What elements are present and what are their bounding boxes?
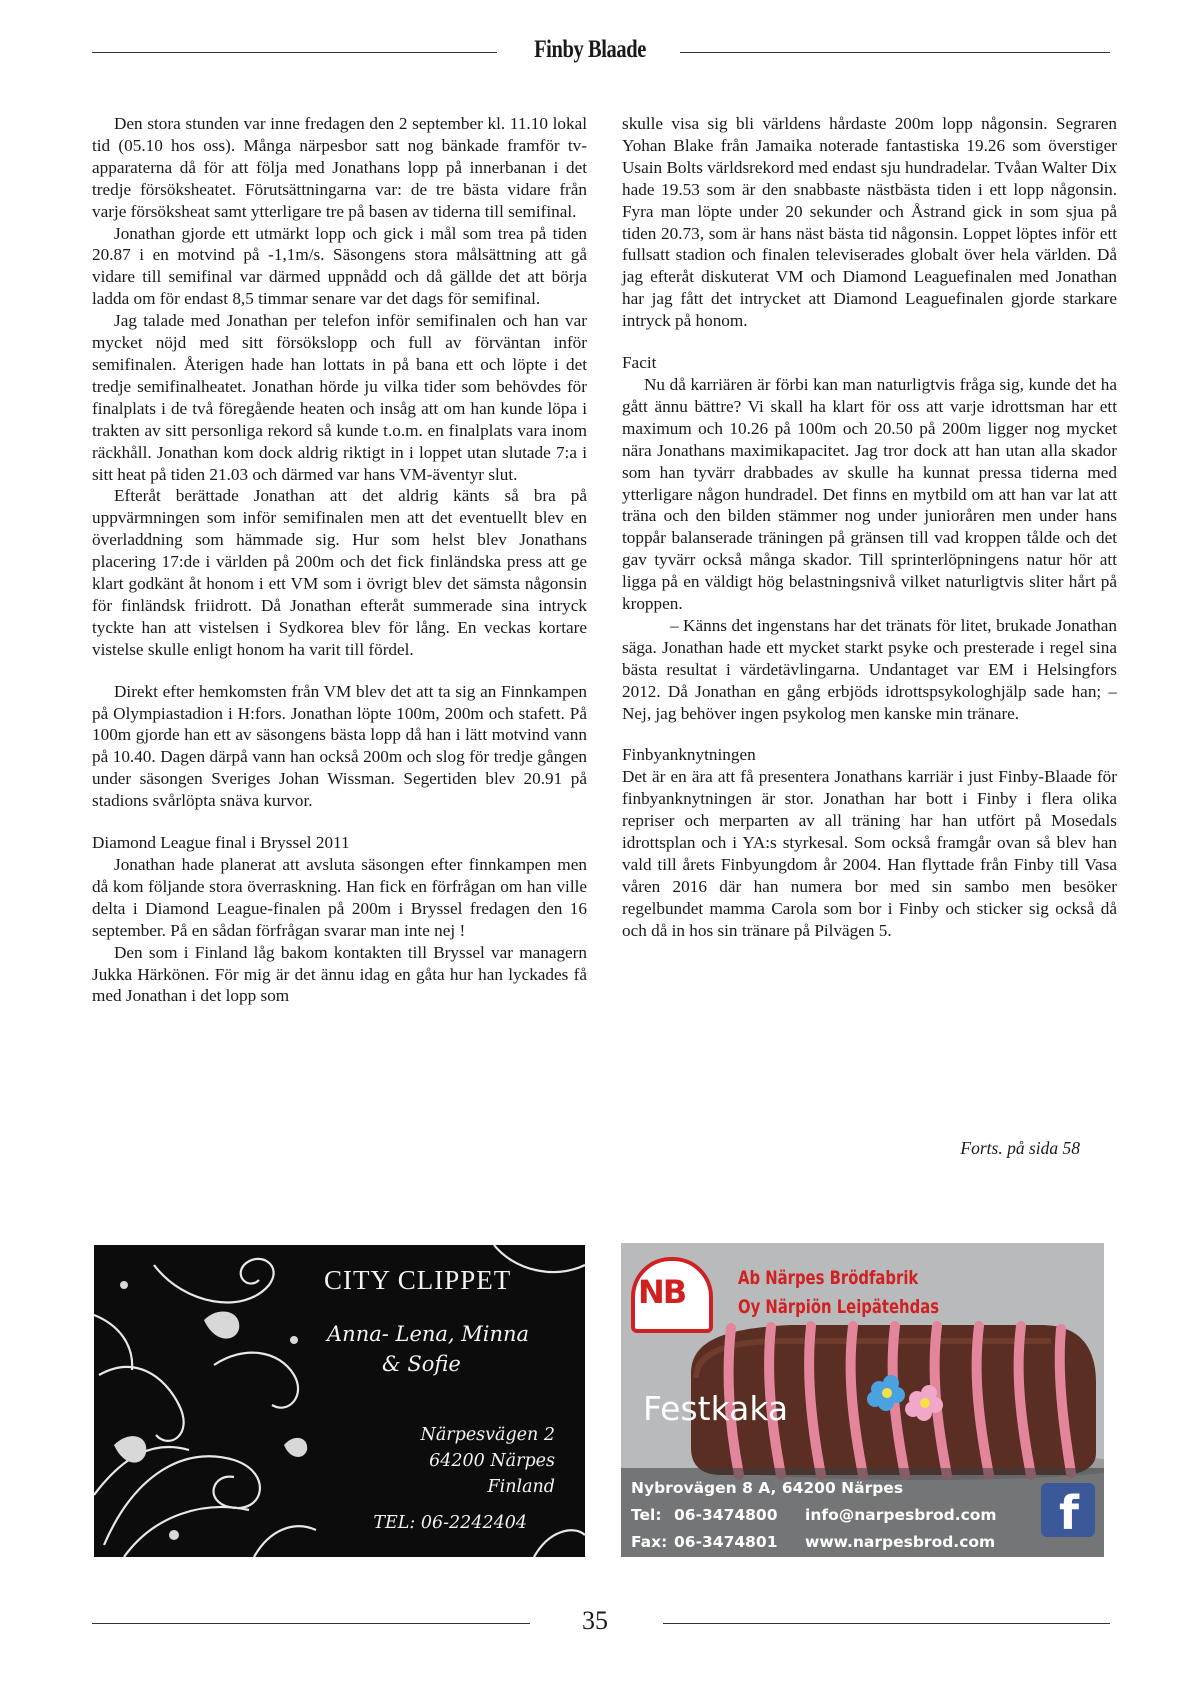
nb-website: www.narpesbrod.com (805, 1533, 996, 1551)
section-heading: Facit (622, 353, 657, 373)
article-paragraph: Den stora stunden var inne fredagen den 2 september kl. 11.10 lokal tid (05.10 hos oss). Många närpesbor satt nog bänkade framför tv-apparaterna då för att följa med Jonathans lopp på innerbanan i det tredje försöksheatet. Förutsättningarna var: de tre bästa vidare från varje försöksheat samt ytterligare tre på basen av tiderna till semifinal. (92, 114, 587, 221)
article-paragraph: Den som i Finland låg bakom kontakten till Bryssel var managern Jukka Härkönen. För mig är det ännu idag en gåta hur han lyckades få med Jonathan i det lopp som (92, 942, 587, 1006)
ad-city-title: CITY CLIPPET (324, 1265, 512, 1295)
ad-city-address-line2: 64200 Närpes (429, 1451, 555, 1471)
facebook-icon: f (1041, 1483, 1095, 1537)
section-heading: Finbyanknytningen (622, 745, 756, 765)
ad-city-names-line1: Anna- Lena, Minna (327, 1322, 530, 1346)
nb-company-name-fi: Oy Närpiön Leipätehdas (738, 1296, 940, 1318)
nb-fax-label: Fax: (631, 1533, 668, 1551)
header-rule-right (680, 52, 1110, 53)
article-paragraph: skulle visa sig bli världens hårdaste 200m lopp någonsin. Segraren Yohan Blake från Jamaika noterade fantastiska 19.26 som överstiger Usain Bolts världsrekord med endast sju hundradelar. Tvåan Walter Dix hade 19.53 som är den snabbaste nästbästa tiden i ett lopp någonsin. Fyra man löpte under 20 sekunder och Åstrand gick in som sjua på tiden 20.73, som är hans näst bästa tid någonsin. Loppet löptes inför ett fullsatt stadion och finalen televiserades globalt över hela världen. Då jag efteråt diskuterat VM och Diamond Leaguefinalen med Jonathan har jag fått det intrycket att Diamond Leaguefinalen gjorde starkare intryck på honom. (622, 114, 1117, 331)
nb-logo-text: NB (638, 1273, 686, 1311)
footer-rule-left (92, 1623, 530, 1624)
nb-fax: 06-3474801 (674, 1533, 778, 1551)
article-paragraph: Direkt efter hemkomsten från VM blev det att ta sig an Finnkampen på Olympiastadion i H:fors. Jonathan löpte 100m, 200m och stafett. På 100m gjorde han ett av säsongens bästa lopp då han i lätt motvind vann på 10.40. Dagen därpå vann han också 200m och slog för tredje gången under säsongen Sveriges Johan Wissman. Segertiden blev 20.91 på stadions svårlöpta snäva kurvor. (92, 681, 587, 811)
running-header-title: Finby Blaade (534, 36, 646, 63)
header-rule-left (92, 52, 497, 53)
article-paragraph: Nu då karriären är förbi kan man naturligtvis fråga sig, kunde det ha gått ännu bättre? Vi skall ha klart för oss att varje idrottsman har ett maximum och 10.26 på 100m och 20.50 på 200m ligger nog mycket nära Jonathans maximikapacitet. Jag tror dock att han utan alla skador som han tyvärr drabbades av skulle ha kunnat pressa tiderna med ytterligare någon hundradel. Det finns en mytbild om att han var lat att träna och den bilden stämmer nog under junioråren men under hans toppår balanserade träningen på gränsen till vad kroppen tålde och det gav tyvärr också många skador. Till sprinterlöpningens natur hör att ligga på en väldigt hög belastningsnivå vilket naturligtvis sliter hårt på kroppen. (622, 374, 1117, 614)
article-paragraph: Det är en ära att få presentera Jonathans karriär i just Finby-Blaade för finbyanknytningen är stor. Jonathan har bott i Finby i flera olika repriser och merparten av all träning har han utfört på Mosedals idrottsplan och i YA:s styrkesal. Som också framgår ovan så blev han vald till årets Finbyungdom år 2004. Han flyttade från Finby till Vasa våren 2016 där han numera bor med sin sambo men besöker regelbundet mamma Carola som bor i Finby och sticker sig också då och då in hos sin tränare på Pilvägen 5. (622, 767, 1117, 940)
footer-rule-right (663, 1623, 1110, 1624)
nb-product-label: Festkaka (643, 1389, 789, 1428)
nb-company-name-sv: Ab Närpes Brödfabrik (738, 1267, 919, 1289)
article-paragraph: Jonathan hade planerat att avsluta säsongen efter finnkampen men då kom följande stora överraskning. Han fick en förfrågan om han ville delta i Diamond League-finalen på 200m i Bryssel fredagen den 16 september. På en sådan förfrågan svarar man inte nej ! (92, 855, 587, 940)
paragraph-gap (92, 812, 587, 832)
article-column-left (92, 113, 587, 1007)
nb-email: info@narpesbrod.com (805, 1506, 997, 1524)
article-paragraph: Jag talade med Jonathan per telefon inför semifinalen och han var mycket nöjd med sitt försökslopp och full av förväntan inför semifinalen. Återigen hade han lottats in på bana ett och löpte i det tredje semifinalheatet. Jonathan hörde ju vilka tider som behövdes för finalplats i de två föregående heaten och insåg att om han kunde löpa i trakten av sitt personliga rekord så kunde t.o.m. en finalplats vara inom räckhåll. Jonathan kom dock aldrig riktigt in i loppet utan slutade 7:a i sitt heat på tiden 21.03 och därmed var hans VM-äventyr slut. (92, 311, 587, 484)
ad-city-phone: TEL: 06-2242404 (373, 1513, 527, 1533)
page-number: 35 (582, 1606, 608, 1635)
article-paragraph: Jonathan gjorde ett utmärkt lopp och gick i mål som trea på tiden 20.87 i en motvind på -1,1m/s. Säsongens stora målsättning att gå vidare till semifinal var därmed uppnådd och då gällde det att börja ladda om för endast 8,5 timmar senare var det dags för semifinal. (92, 223, 587, 309)
article-paragraph: Efteråt berättade Jonathan att det aldrig känts så bra på uppvärmningen som inför semifinalen men att det eventuellt blev en överladdning som hämmade sig. Hur som helst blev Jonathans placering 17:de i världen på 200m och det fick finländska press att ge klart godkänt åt honom i ett VM som i övrigt blev det sämsta någonsin för finländsk friidrott. Då Jonathan efteråt summerade sina intryck tyckte han att vistelsen i Sydkorea blev för lång. En veckas kortare vistelse skulle enligt honom ha varit till fördel. (92, 486, 587, 659)
paragraph-gap (622, 332, 1117, 352)
nb-address: Nybrovägen 8 A, 64200 Närpes (631, 1479, 904, 1497)
paragraph-gap (92, 661, 587, 681)
ad-city-address-line1: Närpesvägen 2 (420, 1425, 555, 1445)
paragraph-gap (622, 724, 1117, 744)
section-heading: Diamond League final i Bryssel 2011 (92, 833, 350, 853)
article-column-right (622, 113, 1117, 942)
continued-note: Forts. på sida 58 (960, 1138, 1080, 1158)
ad-narpes-brodfabrik (621, 1243, 1104, 1557)
nb-tel-label: Tel: (631, 1506, 662, 1524)
ad-city-address-line3: Finland (487, 1477, 555, 1497)
ad-city-clippet (94, 1245, 585, 1557)
nb-tel: 06-3474800 (674, 1506, 778, 1524)
article-paragraph: – Känns det ingenstans har det tränats för litet, brukade Jonathan säga. Jonathan hade ett mycket starkt psyke och presterade i regel sina bästa resultat i värdetävlingarna. Undantaget var EM i Helsingfors 2012. Då Jonathan en gång erbjöds idrottspsykologhjälp sade han; – Nej, jag behöver ingen psykolog men kanske min tränare. (622, 615, 1117, 723)
ad-city-names-line2: & Sofie (382, 1352, 461, 1376)
